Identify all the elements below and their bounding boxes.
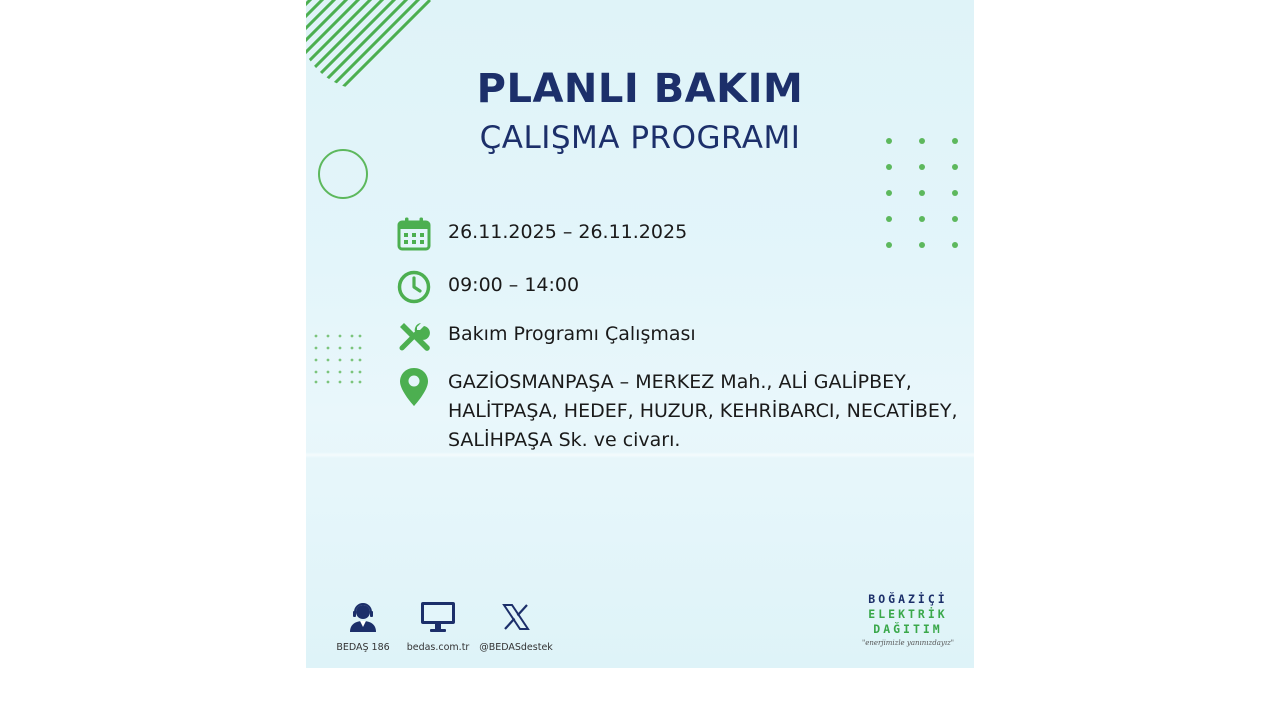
footer-website-label: bedas.com.tr (406, 642, 470, 653)
footer-phone-label: BEDAŞ 186 (336, 642, 390, 653)
company-logo (850, 592, 966, 647)
work-type-row (396, 318, 696, 354)
work-type: Bakım Programı Çalışması (448, 323, 696, 345)
date-row (396, 216, 687, 252)
location-pin-icon (396, 366, 432, 408)
location-line: SALİHPAŞA Sk. ve civarı. (448, 429, 681, 451)
location-line: HALİTPAŞA, HEDEF, HUZUR, KEHRİBARCI, NECATİBEY, (448, 400, 958, 422)
monitor-icon (420, 601, 456, 633)
date-range: 26.11.2025 – 26.11.2025 (448, 221, 688, 243)
logo-line-1: BOĞAZİÇİ (868, 592, 948, 606)
tools-icon (396, 318, 432, 354)
footer-social-label: @BEDASdestek (479, 642, 553, 653)
logo-tagline: "enerjimizle yanınızdayız" (861, 639, 954, 647)
clock-icon (396, 269, 432, 305)
logo-line-3: DAĞITIM (873, 622, 943, 636)
footer-social[interactable] (478, 600, 554, 653)
support-agent-icon (346, 600, 380, 634)
footer-phone[interactable] (334, 600, 392, 653)
decorative-ring (318, 149, 368, 199)
logo-line-2: ELEKTRİK (868, 607, 948, 621)
footer-website[interactable] (407, 600, 469, 653)
announcement-card (306, 0, 974, 668)
calendar-icon (396, 216, 432, 252)
location-row (396, 366, 958, 455)
page-subtitle: ÇALIŞMA PROGRAMI (479, 120, 801, 156)
time-row (396, 269, 579, 305)
x-logo-icon (502, 603, 530, 631)
location-text (448, 368, 958, 455)
location-line: GAZİOSMANPAŞA – MERKEZ Mah., ALİ GALİPBEY, (448, 371, 912, 393)
time-range: 09:00 – 14:00 (448, 274, 580, 296)
page-title: PLANLI BAKIM (476, 66, 804, 112)
decorative-dot-grid-small (314, 334, 364, 386)
